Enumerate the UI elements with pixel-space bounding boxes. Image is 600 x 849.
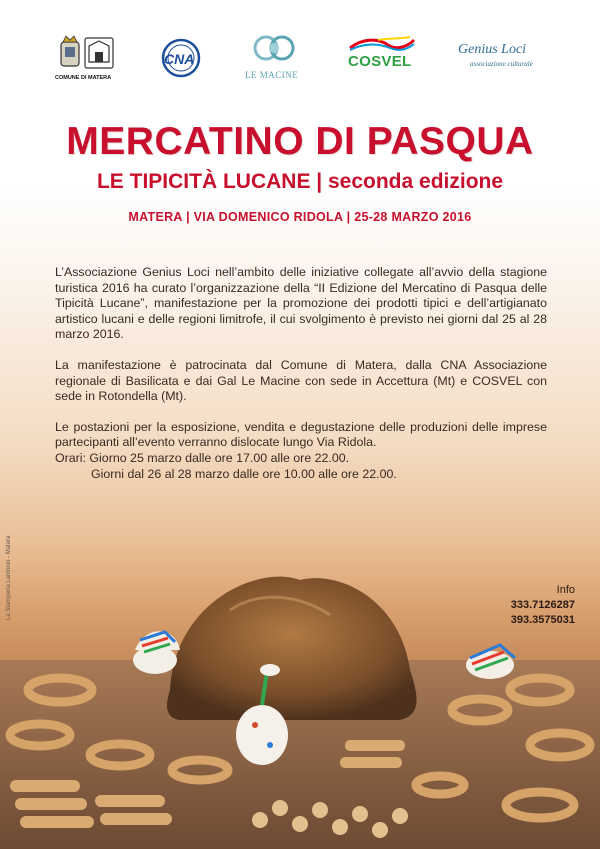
info-phone-1[interactable]: 333.7126287 <box>510 599 575 611</box>
body-text <box>55 265 547 482</box>
paragraph-intro: L’Associazione Genius Loci nell’ambito delle iniziative collegate all’avvio della stagione turistica 2016 ha curato l’organizzazione della “II Edizione del Mercatino di Pasqua delle Tipicità Lucane”, manifestazione per la promozione dei prodotti tipici e dell’artigianato artistico lucani e delle regioni limitrofe, il cui svolgimento è previsto nei giorni dal 25 al 28 marzo 2016. <box>55 265 547 342</box>
cna-text: CNA <box>164 51 195 67</box>
comune-caption: COMUNE DI MATERA <box>55 75 112 81</box>
comune-matera-crest-icon <box>57 32 117 74</box>
info-label: Info <box>556 584 575 596</box>
paragraph-patronage: La manifestazione è patrocinata dal Comune di Matera, dalla CNA Associazione regionale di Basilicata e dai Gal Le Macine con sede in Accettura (Mt) e COSVEL con sede in Rotondella (Mt). <box>55 357 547 404</box>
printer-credit: La Stamperia Lantonio - Matera <box>6 535 12 620</box>
cosvel-text: COSVEL <box>348 53 412 70</box>
info-phone-2[interactable]: 393.3575031 <box>510 614 575 626</box>
event-location-date: MATERA | VIA DOMENICO RIDOLA | 25-28 MARZO 2016 <box>128 210 472 224</box>
le-macine-logo-icon <box>252 34 296 64</box>
opening-hours <box>55 451 547 482</box>
hours-line-1: Orari: Giorno 25 marzo dalle ore 17.00 alle ore 22.00. <box>55 450 350 465</box>
genius-loci-caption: associazione culturale <box>470 60 533 68</box>
event-subtitle: LE TIPICITÀ LUCANE | seconda edizione <box>96 170 504 193</box>
le-macine-text: LE MACINE <box>245 70 299 80</box>
hours-line-2: Giorni dal 26 al 28 marzo dalle ore 10.00 alle ore 22.00. <box>91 466 397 481</box>
cosvel-logo-icon <box>348 36 416 52</box>
contact-info <box>511 583 575 628</box>
logos-row <box>0 30 600 86</box>
genius-loci-text: Genius Loci <box>458 42 527 57</box>
paragraph-stalls: Le postazioni per la esposizione, vendita e degustazione delle produzioni delle imprese partecipanti all’evento verranno dislocate lungo Via Ridola. <box>55 419 547 450</box>
event-title: MERCATINO DI PASQUA <box>66 120 534 163</box>
